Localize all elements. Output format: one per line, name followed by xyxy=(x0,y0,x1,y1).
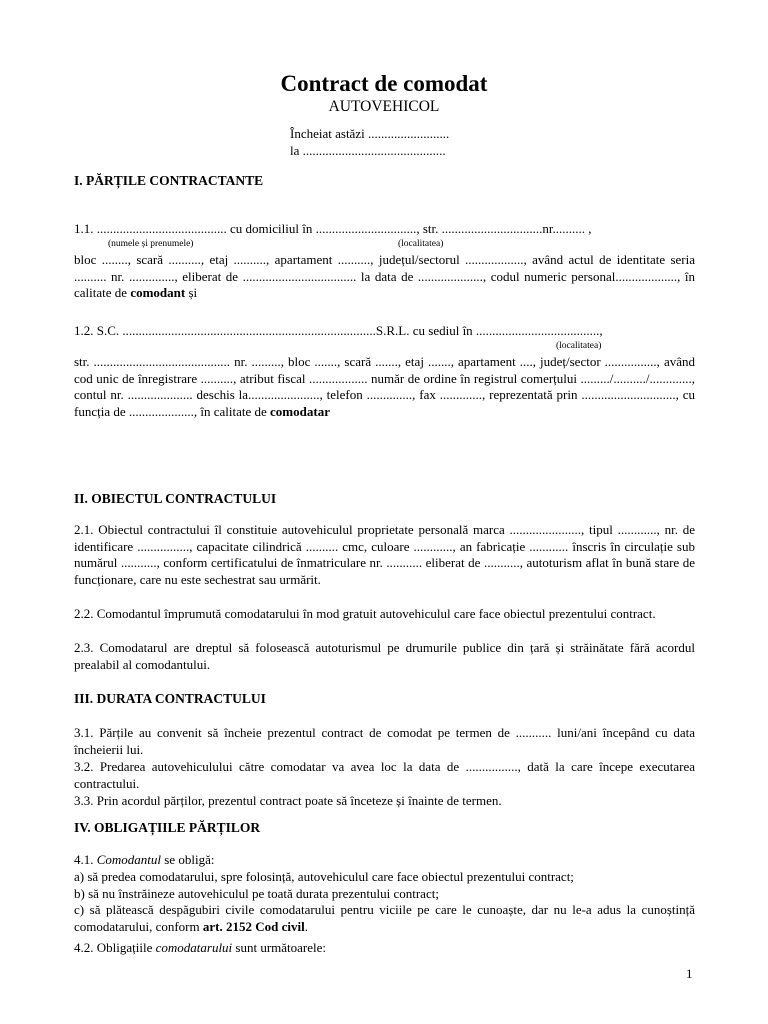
clause-2-3: 2.3. Comodatarul are dreptul să folosească autoturismul pe drumurile publice din țară și străinătate fără acordul prealabil al comodantului. xyxy=(74,640,695,672)
obligation-c-text: c) să plătească despăgubiri civile comodatarului pentru viciile pe care le cunoaște, dar nu le-a adus la cunoștință comodatarului, conform xyxy=(74,902,695,934)
section-4-heading: IV. OBLIGAȚIILE PĂRȚILOR xyxy=(74,820,261,835)
document-title: Contract de comodat xyxy=(280,71,488,96)
clause-3-1: 3.1. Părțile au convenit să încheie prezentul contract de comodat pe termen de ........... luni/ani începând cu data încheierii lui. xyxy=(74,725,695,757)
section-1-heading: I. PĂRȚILE CONTRACTANTE xyxy=(74,173,264,188)
role-comodant: comodant xyxy=(130,285,186,301)
clause-4-2-suffix: sunt următoarele: xyxy=(235,940,327,955)
clause-3-2: 3.2. Predarea autovehiculului către comodatar va avea loc la data de ................, dată la care începe executarea contractului. xyxy=(74,759,695,791)
clause-1-1-body xyxy=(74,252,695,302)
obligation-c: c) să plătească despăgubiri civile comodatarului pentru viciile pe care le cunoaște, dar nu le-a adus la cunoștință comodatarului, conform art. 2152 Cod civil. xyxy=(74,902,695,934)
document-subtitle: AUTOVEHICOL xyxy=(328,98,440,115)
page-number: 1 xyxy=(686,966,693,981)
clause-4-2 xyxy=(74,940,695,957)
clause-1-1-first-line: 1.1. ........................................ cu domiciliul în ..............................., str. ...............................nr.......... , xyxy=(74,221,592,236)
clause-1-1-end: și xyxy=(188,285,198,301)
clause-4-1-prefix: 4.1. xyxy=(74,852,94,867)
role-comodatar: comodatar xyxy=(270,403,330,419)
clause-1-2-text: str. .......................................... nr. ........., bloc ......., scară ......., etaj ......., apartament ...., județ/sector ................, având cod unic de înregistrare .........., atribut fiscal .................. număr de ordine în registrul comerțului ........./........../............., contul nr. .................... deschis la......................, telefon .............., fax ............., reprezentată prin ............................., cu funcția de ...................., în calitate de xyxy=(74,354,695,419)
clause-1-2-body xyxy=(74,354,695,420)
clause-4-1-suffix: se obligă: xyxy=(164,852,215,867)
obligation-a: a) să predea comodatarului, spre folosință, autovehiculul care face obiectul prezentului contract; xyxy=(74,869,574,884)
section-2-heading: II. OBIECTUL CONTRACTULUI xyxy=(74,491,277,506)
date-line-1: Încheiat astăzi ......................... xyxy=(290,126,450,141)
term-comodantul: Comodantul xyxy=(96,852,162,867)
clause-1-1-text: bloc ........, scară .........., etaj .........., apartament .........., județul/sectorul .................., având actul de identitate seria .......... nr. .............., eliberat de ................................... la data de ...................., codul numeric personal..................., în calitate de xyxy=(74,252,695,301)
hint-locality: (localitatea) xyxy=(398,239,444,249)
hint-name: (numele și prenumele) xyxy=(108,239,194,249)
clause-4-2-prefix: 4.2. Obligațiile xyxy=(74,940,153,955)
clause-1-2-first-line: 1.2. S.C. ..............................................................................S.R.L. cu sediul în ......................................, xyxy=(74,323,603,338)
date-line-2: la ............................................ xyxy=(290,143,446,158)
section-3-heading: III. DURATA CONTRACTULUI xyxy=(74,691,266,706)
obligation-b: b) să nu înstrăineze autovehiculul pe toată durata prezentului contract; xyxy=(74,886,439,901)
law-reference: art. 2152 Cod civil xyxy=(202,918,305,934)
term-comodatarului: comodatarului xyxy=(155,940,233,955)
clause-3-3: 3.3. Prin acordul părților, prezentul contract poate să înceteze și înainte de termen. xyxy=(74,793,502,808)
clause-2-2: 2.2. Comodantul împrumută comodatarului în mod gratuit autovehiculul care face obiectul prezentului contract. xyxy=(74,606,656,621)
clause-2-1: 2.1. Obiectul contractului îl constituie autovehiculul proprietate personală marca ......................, tipul ............, nr. de identificare ................, capacitate cilindrică .......... cmc, culoare ............, an fabricație ............ înscris în circulație sub numărul ..........., conform certificatului de înmatriculare nr. ........... eliberat de ..........., autoturism aflat în bună stare de funcționare, care nu este sechestrat sau urmărit. xyxy=(74,522,695,587)
hint-locality-2: (localitatea) xyxy=(556,341,602,351)
clause-4-1-intro xyxy=(74,852,695,869)
